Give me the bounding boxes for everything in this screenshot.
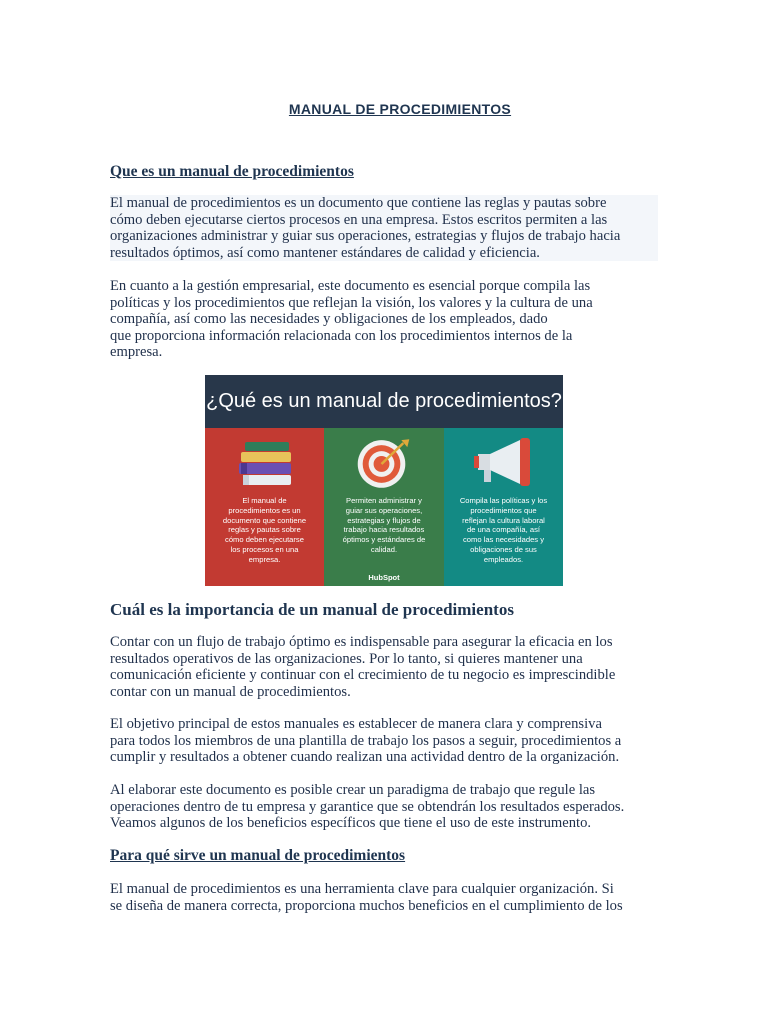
text-line: El manual de procedimientos es un documento que contiene las reglas y pautas sobre (110, 195, 607, 211)
infographic-column-text (448, 496, 559, 565)
text-line: para todos los miembros de una plantilla de trabajo los pasos a seguir, procedimientos a (110, 732, 622, 749)
text-line: cumplir y resultados a obtener cuando realizan una actividad dentro de la organización. (110, 749, 620, 765)
text-line: empleados. (483, 554, 524, 564)
infographic-image (205, 375, 563, 586)
text-line: políticas y los procedimientos que reflejan la visión, los valores y la cultura de una (110, 294, 593, 311)
infographic-column-megaphone (444, 428, 563, 586)
text-line: los procesos en una (230, 544, 299, 554)
text-line: resultados óptimos, así como mantener estándares de calidad y eficiencia. (110, 244, 540, 261)
text-line: estrategias y flujos de (347, 515, 421, 525)
text-line: Permiten administrar y (346, 496, 422, 505)
target-icon (324, 434, 443, 490)
document-title: MANUAL DE PROCEDIMIENTOS (288, 101, 512, 117)
text-line: calidad. (370, 544, 398, 554)
text-line: guiar sus operaciones, (345, 505, 423, 515)
text-line: comunicación eficiente y continuar con el crecimiento de tu negocio es imprescindible (110, 667, 616, 683)
text-line: obligaciones de sus (470, 544, 537, 554)
text-line: trabajo hacia resultados (343, 525, 425, 535)
paragraph-workflow (110, 634, 658, 700)
text-line: de una compañía, así (466, 525, 541, 535)
text-line: cómo deben ejecutarse (225, 535, 304, 545)
text-line: procedimientos que (470, 505, 537, 515)
text-line: documento que contiene (222, 515, 307, 525)
text-line: como las necesidades y (462, 535, 545, 545)
text-line: procedimientos es un (228, 505, 301, 515)
text-line: óptimos y estándares de (342, 535, 426, 545)
text-line: organizaciones administrar y guiar sus operaciones, estrategias y flujos de trabajo hacia (110, 228, 621, 244)
infographic-column-books (205, 428, 324, 586)
paragraph-management (110, 278, 658, 361)
megaphone-icon (444, 434, 563, 490)
text-line: se diseña de manera correcta, proporciona muchos beneficios en el cumplimiento de los (110, 897, 623, 914)
text-line: En cuanto a la gestión empresarial, este documento es esencial porque compila las (110, 278, 591, 294)
section-heading-what-is: Que es un manual de procedimientos (110, 163, 354, 180)
text-line: El manual de (242, 496, 287, 505)
text-line: empresa. (248, 554, 281, 564)
text-line: empresa. (110, 344, 163, 360)
text-line: Veamos algunos de los beneficios específicos que tiene el uso de este instrumento. (110, 815, 592, 831)
text-line: contar con un manual de procedimientos. (110, 683, 351, 700)
section-heading-importance: Cuál es la importancia de un manual de procedimientos (110, 600, 514, 619)
text-line: Compila las políticas y los (459, 496, 548, 505)
text-line: que proporciona información relacionada con los procedimientos internos de la (110, 327, 573, 344)
text-line: El objetivo principal de estos manuales es establecer de manera clara y comprensiva (110, 716, 602, 732)
infographic-column-target (324, 428, 444, 586)
paragraph-purpose (110, 881, 658, 914)
text-line: reflejan la cultura laboral (462, 515, 545, 525)
text-line: El manual de procedimientos es una herramienta clave para cualquier organización. Si (110, 881, 614, 897)
text-line: Al elaborar este documento es posible crear un paradigma de trabajo que regule las (110, 782, 596, 798)
hubspot-logo: HubSpot (368, 573, 400, 582)
text-line: compañía, así como las necesidades y obligaciones de los empleados, dado (110, 311, 548, 327)
infographic-title: ¿Qué es un manual de procedimientos? (205, 375, 563, 428)
text-line: operaciones dentro de tu empresa y garantice que se obtendrán los resultados esperados. (110, 798, 625, 815)
infographic-column-text (209, 496, 320, 565)
text-line: cómo deben ejecutarse ciertos procesos en una empresa. Estos escritos permiten a las (110, 211, 608, 228)
text-line: reglas y pautas sobre (228, 525, 301, 535)
books-icon (205, 434, 324, 490)
section-heading-purpose: Para qué sirve un manual de procedimientos (110, 847, 406, 864)
paragraph-objective (110, 716, 658, 766)
text-line: resultados operativos de las organizaciones. Por lo tanto, si quieres mantener una (110, 650, 583, 667)
text-line: Contar con un flujo de trabajo óptimo es indispensable para asegurar la eficacia en los (110, 634, 613, 650)
paragraph-paradigm (110, 782, 658, 832)
paragraph-definition (110, 195, 658, 261)
infographic-column-text (328, 496, 440, 555)
